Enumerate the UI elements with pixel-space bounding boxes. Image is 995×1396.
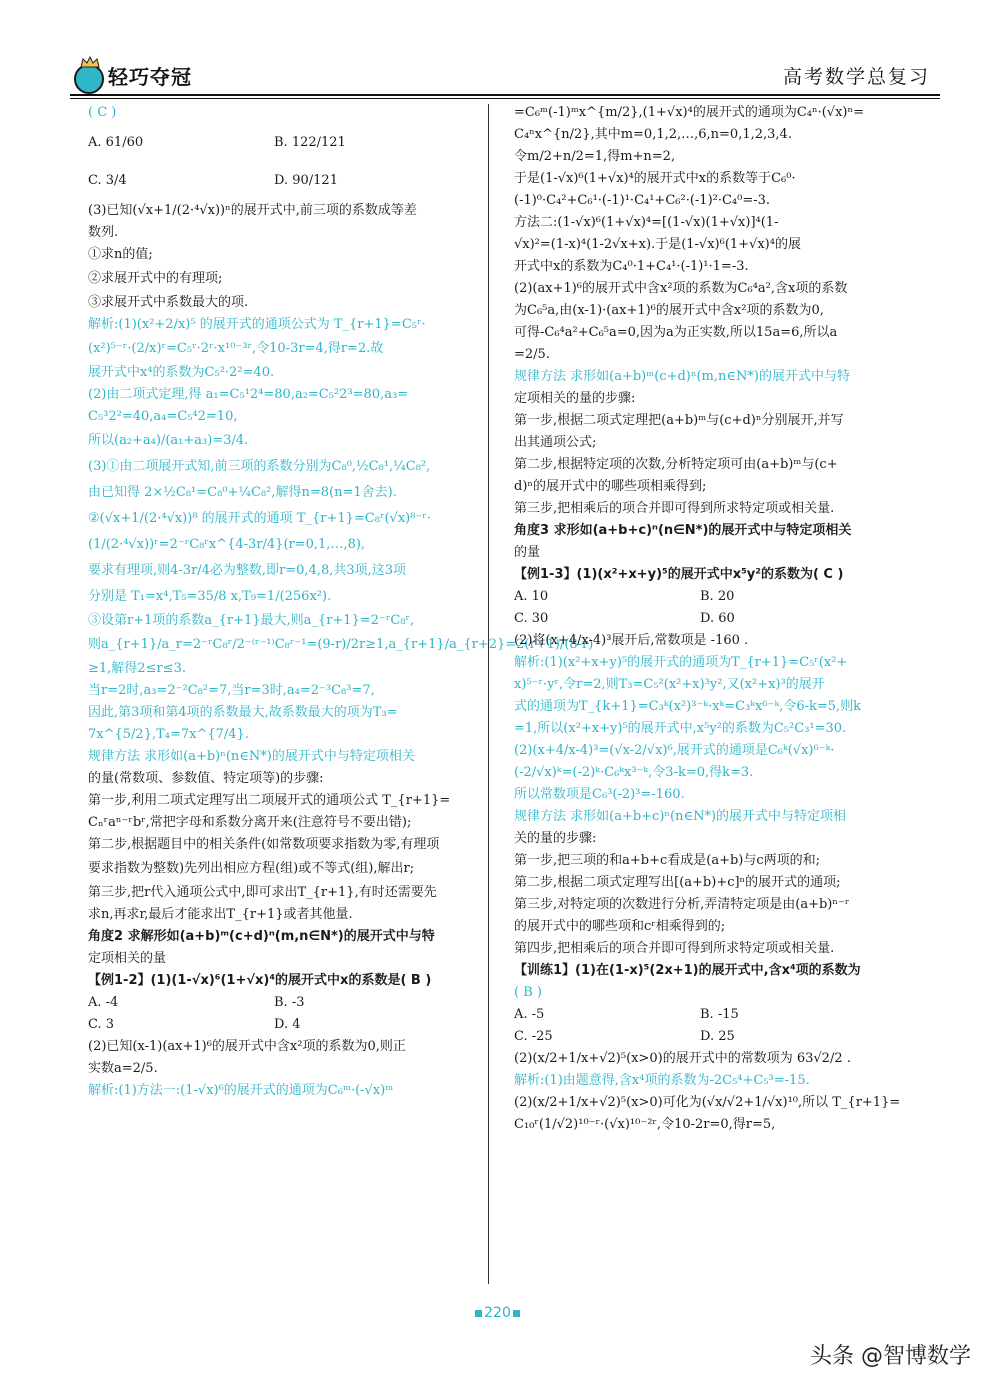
text-line: 第三步,把相乘后的项合并即可得到所求特定项或相关量. <box>514 501 835 516</box>
text-line: 分别是 T₁=x⁴,T₅=35/8 x,T₉=1/(256x²). <box>88 589 332 604</box>
text-line: C₄ⁿx^{n/2},其中m=0,1,2,…,6,n=0,1,2,3,4. <box>514 127 792 142</box>
answer-option: C. 3/4 <box>88 173 127 188</box>
text-line: 展开式中x⁴的系数为C₅²·2²=40. <box>88 365 275 380</box>
answer-option: A. -4 <box>88 995 119 1010</box>
text-line: 实数a=2/5. <box>88 1061 158 1076</box>
text-line: (2)由二项式定理,得 a₁=C₅¹2⁴=80,a₂=C₅²2³=80,a₃= <box>88 387 409 402</box>
answer-option: D. 4 <box>274 1017 301 1032</box>
text-line: 开式中x的系数为C₄⁰·1+C₄¹·(-1)¹·1=-3. <box>514 259 749 274</box>
answer-options-row <box>88 162 480 200</box>
header-rule <box>70 94 940 96</box>
text-line: 【例1-2】(1)(1-√x)⁶(1+√x)⁴的展开式中x的系数是( B ) <box>88 973 432 988</box>
text-line: =2/5. <box>514 347 550 362</box>
page-number-text: 220 <box>484 1305 511 1321</box>
text-line: 的展开式中的哪些项和cʳ相乘得到的; <box>514 919 726 934</box>
answer-option: B. 20 <box>700 589 735 604</box>
text-line: 第二步,根据二项式定理写出[(a+b)+c]ⁿ的展开式的通项; <box>514 875 841 890</box>
text-line: 角度3 求形如(a+b+c)ⁿ(n∈N*)的展开式中与特定项相关 <box>514 523 852 538</box>
text-line: 定项相关的量的步骤: <box>514 391 636 406</box>
text-line: ②求展开式中的有理项; <box>88 271 223 286</box>
text-line: 【例1-3】(1)(x²+x+y)⁵的展开式中x⁵y²的系数为( C ) <box>514 567 844 582</box>
answer-options-row <box>88 992 480 1014</box>
text-line: (2)(ax+1)⁶的展开式中含x²项的系数为C₆⁴a²,含x项的系数 <box>514 281 848 296</box>
text-line: 于是(1-√x)⁶(1+√x)⁴的展开式中x的系数等于C₆⁰· <box>514 171 796 186</box>
answer-option: B. 122/121 <box>274 135 346 150</box>
text-line: ②(√x+1/(2·⁴√x))⁸ 的展开式的通项 T_{r+1}=C₈ʳ(√x)⁸⁻ʳ· <box>88 511 431 526</box>
text-line: d)ⁿ的展开式中的哪些项相乘得到; <box>514 479 707 494</box>
text-line: 数列. <box>88 225 119 240</box>
answer-option: A. 10 <box>514 589 549 604</box>
page-header <box>60 58 940 98</box>
text-line: 解析:(1)(x²+2/x)⁵ 的展开式的通项公式为 T_{r+1}=C₅ʳ· <box>88 317 426 332</box>
answer-option: A. -5 <box>514 1007 545 1022</box>
text-line: 要求有理项,则4-3r/4必为整数,即r=0,4,8,共3项,这3项 <box>88 563 407 578</box>
text-line: (1/(2·⁴√x))ʳ=2⁻ʳC₈ʳx^{4-3r/4}(r=0,1,…,8), <box>88 537 366 552</box>
text-line: 规律方法 求形如(a+b)ⁿ(n∈N*)的展开式中与特定项相关 <box>88 749 415 764</box>
page-marker-left <box>475 1310 482 1317</box>
answer-options-row <box>514 608 906 630</box>
text-line: 第四步,把相乘后的项合并即可得到所求特定项或相关量. <box>514 941 835 956</box>
text-line: 解析:(1)(x²+x+y)⁵的展开式的通项为T_{r+1}=C₅ʳ(x²+ <box>514 655 848 670</box>
answer-option: D. 25 <box>700 1029 735 1044</box>
answer-options-row <box>88 124 480 162</box>
text-line: (3)①由二项展开式知,前三项的系数分别为C₈⁰,½C₈¹,¼C₈², <box>88 459 431 474</box>
text-line: 第二步,根据题目中的相关条件(如常数项要求指数为零,有理项 <box>88 837 440 852</box>
text-line: ( C ) <box>88 105 117 120</box>
text-line: 第一步,根据二项式定理把(a+b)ᵐ与(c+d)ⁿ分别展开,并写 <box>514 413 844 428</box>
text-line: (-2/√x)ᵏ=(-2)ᵏ·C₆ᵏx³⁻ᵏ,令3-k=0,得k=3. <box>514 765 754 780</box>
text-line: C₁₀ʳ(1/√2)¹⁰⁻ʳ·(√x)¹⁰⁻²ʳ,令10-2r=0,得r=5, <box>514 1117 776 1132</box>
text-line: 出其通项公式; <box>514 435 597 450</box>
answer-option: C. -25 <box>514 1029 553 1044</box>
text-line: 式的通项为T_{k+1}=C₃ᵏ(x²)³⁻ᵏ·xᵏ=C₃ᵏx⁶⁻ᵏ,令6-k=5,则k <box>514 699 862 714</box>
text-line: (2)(x/2+1/x+√2)⁵(x>0)可化为(√x/√2+1/√x)¹⁰,所以 T_{r+1}= <box>514 1095 901 1110</box>
text-line: (x²)⁵⁻ʳ·(2/x)ʳ=C₅ʳ·2ʳ·x¹⁰⁻³ʳ,令10-3r=4,得r=2.故 <box>88 341 384 356</box>
text-line: C₅³2²=40,a₄=C₅⁴2=10, <box>88 409 238 424</box>
answer-options-row <box>88 1014 480 1036</box>
text-line: ③求展开式中系数最大的项. <box>88 295 249 310</box>
text-line: 因此,第3项和第4项的系数最大,故系数最大的项为T₃= <box>88 705 398 720</box>
brand-logo-text: 轻巧夺冠 <box>108 65 192 89</box>
text-line: 第二步,根据特定项的次数,分析特定项可由(a+b)ᵐ与(c+ <box>514 457 838 472</box>
answer-option: A. 61/60 <box>88 135 144 150</box>
text-line: 角度2 求解形如(a+b)ᵐ(c+d)ⁿ(m,n∈N*)的展开式中与特 <box>88 929 435 944</box>
text-line: ( B ) <box>514 985 542 1000</box>
text-line: 定项相关的量 <box>88 951 167 966</box>
text-line: 规律方法 求形如(a+b)ᵐ(c+d)ⁿ(m,n∈N*)的展开式中与特 <box>514 369 850 384</box>
text-line: 解析:(1)方法一:(1-√x)⁶的展开式的通项为C₆ᵐ·(-√x)ᵐ <box>88 1083 394 1098</box>
answer-option: C. 30 <box>514 611 549 626</box>
answer-option: B. -3 <box>274 995 305 1010</box>
text-line: ③设第r+1项的系数a_{r+1}最大,则a_{r+1}=2⁻ʳC₈ʳ, <box>88 613 415 628</box>
text-line: 可得-C₆⁴a²+C₆⁵a=0,因为a为正实数,所以15a=6,所以a <box>514 325 838 340</box>
answer-option: B. -15 <box>700 1007 739 1022</box>
page-number <box>0 1302 995 1324</box>
text-line: (3)已知(√x+1/(2·⁴√x))ⁿ的展开式中,前三项的系数成等差 <box>88 203 417 218</box>
text-line: 的量(常数项、参数值、特定项等)的步骤: <box>88 771 324 786</box>
text-line: √x)²=(1-x)⁴(1-2√x+x).于是(1-√x)⁶(1+√x)⁴的展 <box>514 237 801 252</box>
crown-logo-icon <box>74 64 104 94</box>
text-line: 第三步,对特定项的次数进行分析,弄清特定项是由(a+b)ⁿ⁻ʳ <box>514 897 850 912</box>
text-line: x)⁵⁻ʳ·yʳ,令r=2,则T₃=C₅²(x²+x)³y²,又(x²+x)³的展开 <box>514 677 825 692</box>
text-line: 【训练1】(1)在(1-x)⁵(2x+1)的展开式中,含x⁴项的系数为 <box>514 963 861 978</box>
text-line: 要求指数为整数)先列出相应方程(组)或不等式(组),解出r; <box>88 861 415 876</box>
text-line: 令m/2+n/2=1,得m+n=2, <box>514 149 676 164</box>
text-line: 所以常数项是C₆³(-2)³=-160. <box>514 787 685 802</box>
column-divider <box>488 104 489 1284</box>
right-column <box>514 102 906 1136</box>
text-line: 由已知得 2×½C₈¹=C₈⁰+¼C₈²,解得n=8(n=1舍去). <box>88 485 397 500</box>
text-line: =1,所以(x²+x+y)⁵的展开式中,x⁵y²的系数为C₅²C₃¹=30. <box>514 721 847 736</box>
page-marker-right <box>513 1310 520 1317</box>
header-rule-thin <box>70 98 940 99</box>
answer-option: D. 60 <box>700 611 735 626</box>
text-line: 解析:(1)由题意得,含x⁴项的系数为-2C₅⁴+C₅³=-15. <box>514 1073 810 1088</box>
book-title: 高考数学总复习 <box>782 66 930 88</box>
text-line: 当r=2时,a₃=2⁻²C₈²=7,当r=3时,a₄=2⁻³C₈³=7, <box>88 683 375 698</box>
text-line: 7x^{5/2},T₄=7x^{7/4}. <box>88 727 249 742</box>
answer-options-row <box>514 1004 906 1026</box>
text-line: (2)(x/2+1/x+√2)⁵(x>0)的展开式中的常数项为 63√2/2 . <box>514 1051 851 1066</box>
text-line: 第一步,利用二项式定理写出二项展开式的通项公式 T_{r+1}= <box>88 793 451 808</box>
text-line: 为C₆⁵a,由(x-1)·(ax+1)⁶的展开式中含x²项的系数为0, <box>514 303 824 318</box>
answer-options-row <box>514 586 906 608</box>
text-line: (2)将(x+4/x-4)³展开后,常数项是 -160 . <box>514 633 749 648</box>
text-line: 求n,再求r,最后才能求出T_{r+1}或者其他量. <box>88 907 353 922</box>
text-line: 关的量的步骤: <box>514 831 597 846</box>
text-line: (2)(x+4/x-4)³=(√x-2/√x)⁶,展开式的通项是C₆ᵏ(√x)⁶⁻ᵏ· <box>514 743 835 758</box>
answer-option: C. 3 <box>88 1017 115 1032</box>
text-line: 第一步,把三项的和a+b+c看成是(a+b)与c两项的和; <box>514 853 821 868</box>
text-line: ≥1,解得2≤r≤3. <box>88 661 186 676</box>
answer-option: D. 90/121 <box>274 173 338 188</box>
text-line: 的量 <box>514 545 541 560</box>
watermark: 头条 @智博数学 <box>810 1344 971 1369</box>
answer-options-row <box>514 1026 906 1048</box>
text-line: =C₆ᵐ(-1)ᵐx^{m/2},(1+√x)⁴的展开式的通项为C₄ⁿ·(√x)ⁿ= <box>514 105 865 120</box>
text-line: Cₙʳaⁿ⁻ʳbʳ,常把字母和系数分离开来(注意符号不要出错); <box>88 815 412 830</box>
text-line: 则a_{r+1}/a_r=2⁻ʳC₈ʳ/2⁻⁽ʳ⁻¹⁾C₈ʳ⁻¹=(9-r)/2r≥1,a_{r+1}/a_{r+2}=2(r+1)/(8-r) <box>88 637 594 652</box>
text-line: ①求n的值; <box>88 247 153 262</box>
text-line: (2)已知(x-1)(ax+1)⁶的展开式中含x²项的系数为0,则正 <box>88 1039 406 1054</box>
text-line: (-1)⁰·C₄²+C₆¹·(-1)¹·C₄¹+C₆²·(-1)²·C₄⁰=-3. <box>514 193 771 208</box>
text-line: 第三步,把r代入通项公式中,即可求出T_{r+1},有时还需要先 <box>88 885 437 900</box>
text-line: 方法二:(1-√x)⁶(1+√x)⁴=[(1-√x)(1+√x)]⁴(1- <box>514 215 779 230</box>
text-line: 所以(a₂+a₄)/(a₁+a₃)=3/4. <box>88 433 249 448</box>
text-line: 规律方法 求形如(a+b+c)ⁿ(n∈N*)的展开式中与特定项相 <box>514 809 847 824</box>
